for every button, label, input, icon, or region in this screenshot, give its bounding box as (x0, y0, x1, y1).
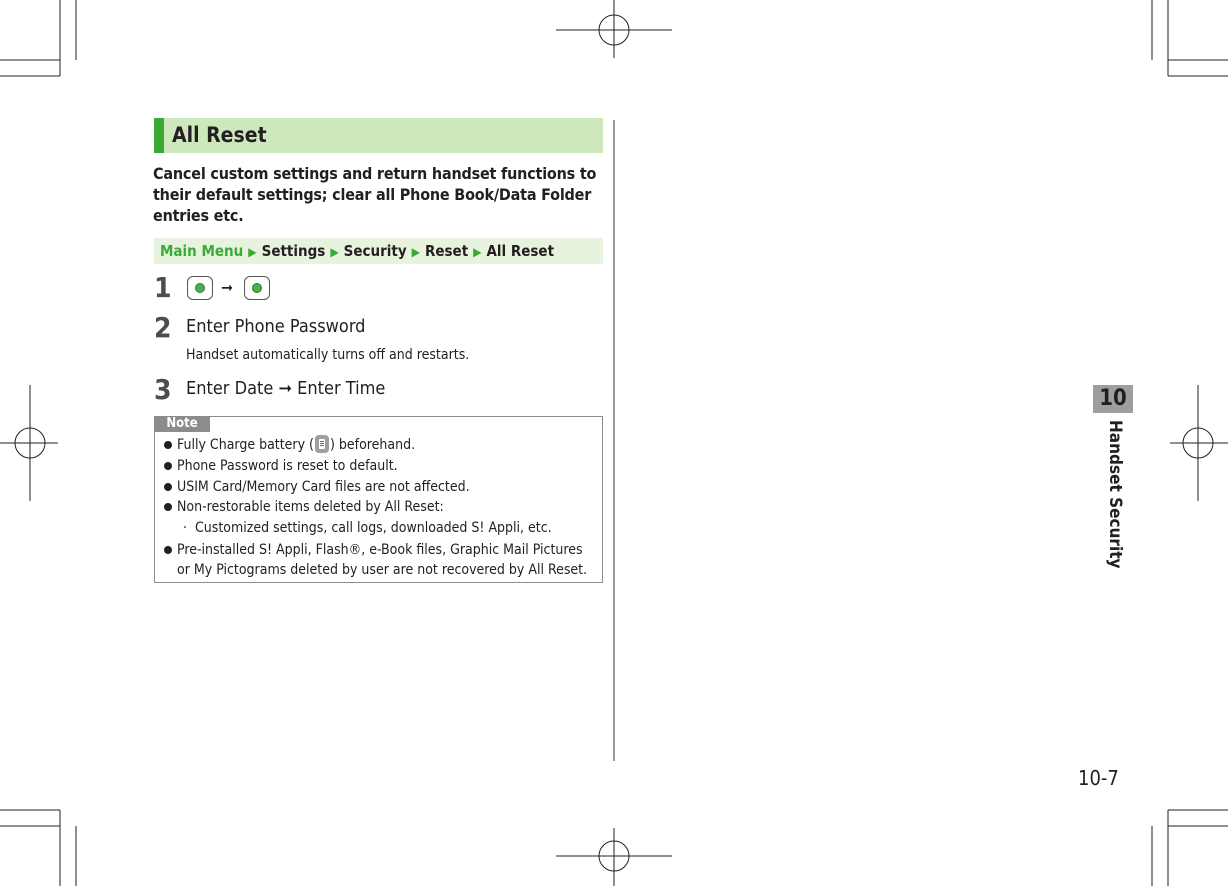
note-item-text: Pre-installed S! Appli, Flash®, e-Book files, Graphic Mail Pictures or My Pictograms deleted by user are not recovered by All Reset. (177, 542, 588, 578)
page-number: 10-7 (1078, 766, 1119, 790)
note-sub-item: · Customized settings, call logs, downloaded S! Appli, etc. (183, 520, 552, 536)
note-item-text: Phone Password is reset to default. (177, 458, 398, 474)
intro-text: Cancel custom settings and return handset functions to their default settings; clear all Phone Book/Data Folder entries etc. (153, 164, 597, 225)
menu-arrow-icon: ▶ (248, 245, 257, 259)
note-item (164, 456, 597, 476)
step-2-number: 2 (154, 311, 172, 344)
menu-path (154, 238, 603, 264)
step-1-number: 1 (154, 271, 172, 304)
center-key-icon (187, 276, 213, 300)
step-1-arrow: ➞ (221, 278, 234, 297)
battery-icon (315, 435, 329, 453)
center-key-icon (244, 276, 270, 300)
menu-path-all-reset: All Reset (486, 242, 555, 260)
chapter-number-tab: 10 (1093, 385, 1133, 413)
note-item-text: Fully Charge battery ( (177, 437, 314, 453)
column-divider (613, 120, 615, 761)
step-2-subtext: Handset automatically turns off and restarts. (186, 347, 470, 363)
note-item-text: USIM Card/Memory Card files are not affected. (177, 479, 470, 495)
section-header-accent-bar (154, 118, 164, 153)
menu-arrow-icon: ▶ (330, 245, 339, 259)
note-item (164, 497, 597, 517)
note-item (164, 540, 597, 580)
menu-path-main: Main Menu (160, 242, 244, 260)
menu-path-security: Security (343, 242, 407, 260)
step-3-number: 3 (154, 373, 172, 406)
step-2-text: Enter Phone Password (186, 316, 366, 337)
note-item-text: ) beforehand. (329, 437, 416, 453)
note-sub-item-text: Customized settings, call logs, downloaded S! Appli, etc. (195, 520, 552, 536)
menu-arrow-icon: ▶ (411, 245, 420, 259)
section-title: All Reset (172, 123, 267, 147)
menu-path-reset: Reset (424, 242, 469, 260)
menu-path-settings: Settings (261, 242, 326, 260)
menu-arrow-icon: ▶ (473, 245, 482, 259)
step-3-text: Enter Date ➞ Enter Time (186, 378, 386, 399)
note-item (164, 435, 597, 455)
chapter-title: Handset Security (1105, 420, 1125, 569)
section-header (154, 118, 603, 153)
note-label: Note (154, 416, 210, 432)
note-item-text: Non-restorable items deleted by All Reset: (177, 499, 444, 515)
note-item (164, 477, 597, 497)
